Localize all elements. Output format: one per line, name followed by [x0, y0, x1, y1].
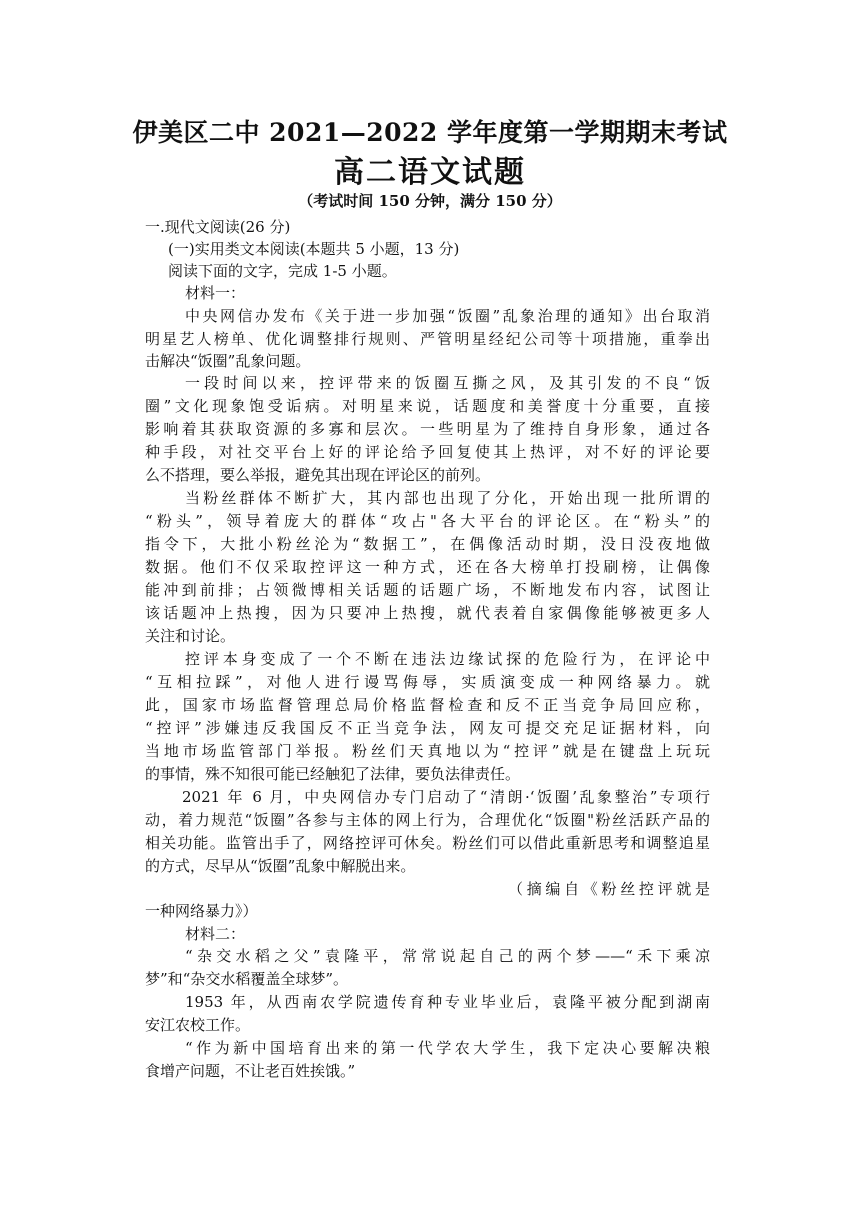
material-one-line: “粉头”，领导着庞大的群体“攻占"各大平台的评论区。在“粉头”的: [145, 512, 710, 530]
material-one-line: 种手段，对社交平台上好的评论给予回复使其上热评，对不好的评论要: [145, 443, 710, 461]
material-one-line: 关注和讨论。: [145, 627, 236, 645]
material-two-label: 材料二：: [185, 925, 246, 943]
material-one-line: 击解决“饭圈”乱象问题。: [145, 352, 311, 370]
material-one-line: 该话题冲上热搜，因为只要冲上热搜，就代表着自家偶像能够被更多人: [145, 604, 710, 622]
material-one-line: 动，着力规范“饭圈”各参与主体的网上行为，合理优化“饭圈"粉丝活跃产品的: [145, 811, 710, 829]
material-two-line: 食增产问题，不让老百姓挨饿。”: [145, 1062, 356, 1080]
material-one-line: 的事情，殊不知很可能已经触犯了法律，要负法律责任。: [145, 765, 521, 783]
material-one-line: 指令下，大批小粉丝沦为“数据工”，在偶像活动时期，没日没夜地做: [145, 535, 710, 553]
material-one-source-cont: 一种网络暴力》）: [145, 902, 258, 920]
material-one-line: 数据。他们不仅采取控评这一种方式，还在各大榜单打投刷榜，让偶像: [145, 558, 710, 576]
material-one-line: “互相拉踩”，对他人进行谩骂侮辱，实质演变成一种网络暴力。就: [145, 673, 710, 691]
material-one-line: 影响着其获取资源的多寡和层次。一些明星为了维持自身形象，通过各: [145, 420, 710, 438]
exam-subject-title: 高二语文试题: [334, 155, 526, 190]
material-one-line: 相关功能。监管出手了，网络控评可休矣。粉丝们可以借此重新思考和调整追星: [145, 834, 710, 852]
material-one-line: 的方式，尽早从“饭圈”乱象中解脱出来。: [145, 857, 416, 875]
material-one-line: 能冲到前排；占领微博相关话题的话题广场，不断地发布内容，试图让: [145, 581, 710, 599]
material-two-line: 梦”和“杂交水稻覆盖全球梦”。: [145, 970, 349, 988]
exam-title: 伊美区二中 2021—2022 学年度第一学期期末考试: [132, 118, 728, 147]
material-two-line: 1953 年，从西南农学院遗传育种专业毕业后，袁隆平被分配到湖南: [185, 993, 710, 1011]
material-one-line: 圈”文化现象饱受诟病。对明星来说，话题度和美誉度十分重要，直接: [145, 397, 710, 415]
material-one-line: 当粉丝群体不断扩大，其内部也出现了分化，开始出现一批所谓的: [185, 489, 710, 507]
material-one-line: 明星艺人榜单、优化调整排行规则、严管明星经纪公司等十项措施，重拳出: [145, 330, 710, 348]
section-heading: 一.现代文阅读(26 分): [145, 218, 291, 236]
material-one-line: 一段时间以来，控评带来的饭圈互撕之风，及其引发的不良“饭: [185, 374, 710, 392]
material-one-line: 当地市场监管部门举报。粉丝们天真地以为“控评”就是在键盘上玩玩: [145, 742, 710, 760]
subsection-heading: (一)实用类文本阅读(本题共 5 小题，13 分): [168, 240, 460, 258]
material-one-line: 控评本身变成了一个不断在违法边缘试探的危险行为，在评论中: [185, 650, 710, 668]
exam-info: （考试时间 150 分钟，满分 150 分）: [298, 192, 562, 210]
material-two-line: “作为新中国培育出来的第一代学农大学生，我下定决心要解决粮: [185, 1039, 710, 1057]
material-one-label: 材料一：: [185, 284, 246, 302]
material-two-line: 安江农校工作。: [145, 1016, 251, 1034]
material-one-line: “控评”涉嫌违反我国反不正当竞争法，网友可提交充足证据材料，向: [145, 719, 710, 737]
material-one-line: 此，国家市场监督管理总局价格监督检查和反不正当竞争局回应称，: [145, 696, 710, 714]
material-one-line: 中央网信办发布《关于进一步加强“饭圈”乱象治理的通知》出台取消: [185, 307, 710, 325]
reading-instruction: 阅读下面的文字，完成 1-5 小题。: [168, 262, 397, 280]
material-one-line: 2021 年 6 月，中央网信办专门启动了“清朗·‘饭圈’乱象整治”专项行: [182, 788, 710, 806]
material-one-source: （摘编自《粉丝控评就是: [508, 880, 710, 898]
material-one-line: 么不搭理，要么举报，避免其出现在评论区的前列。: [145, 466, 491, 484]
material-two-line: “杂交水稻之父”袁隆平，常常说起自己的两个梦——“禾下乘凉: [185, 947, 710, 965]
